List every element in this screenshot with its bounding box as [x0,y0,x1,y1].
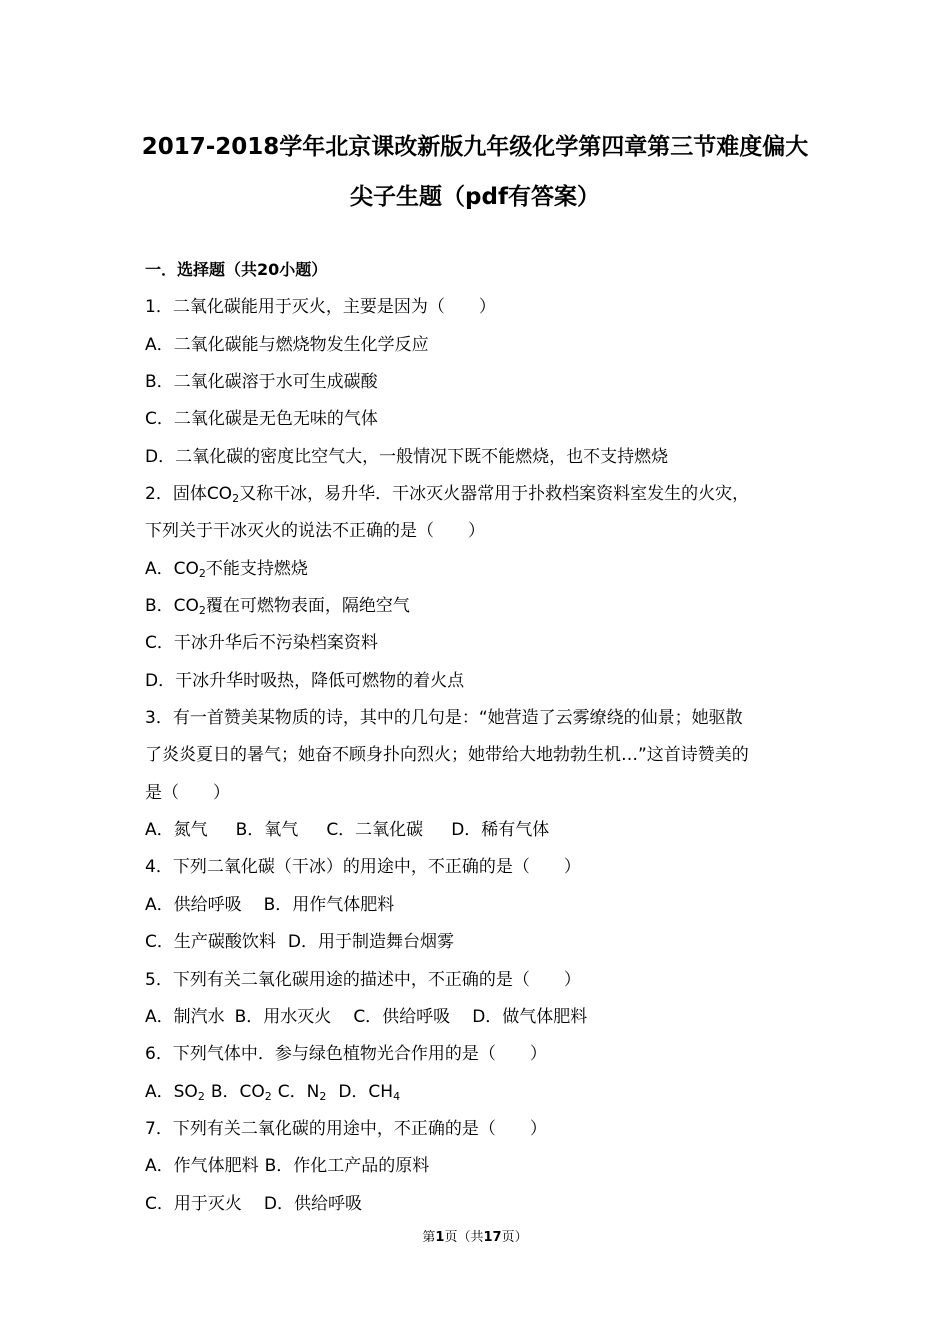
question-3-options [145,818,549,842]
question-3-option-b: B．氧气 [235,820,299,840]
question-2-stem-pre: 2．固体CO [145,484,233,504]
question-6-option-a [145,1080,205,1104]
option-text: D．CH [338,1082,394,1102]
option-b-pre: B．CO [145,596,199,616]
page-total: 17 [483,1230,502,1245]
question-2-option-c: C．干冰升华后不污染档案资料 [145,633,378,653]
question-2-option-a [145,557,308,581]
page-footer [0,1226,950,1245]
question-1-option-d: D．二氧化碳的密度比空气大，一般情况下既不能燃烧，也不支持燃烧 [145,447,669,467]
question-5-stem: 5．下列有关二氧化碳用途的描述中，不正确的是（ ） [145,970,581,990]
question-6-stem: 6．下列气体中．参与绿色植物光合作用的是（ ） [145,1044,547,1064]
option-a-pre: A．CO [145,559,199,579]
option-text: B．CO [210,1082,265,1102]
option-text: C．N [277,1082,320,1102]
question-1-stem: 1．二氧化碳能用于灭火，主要是因为（ ） [145,297,496,317]
question-6-option-b [211,1080,272,1104]
question-5-option-a: A．制汽水 [145,1007,225,1027]
question-4-stem: 4．下列二氧化碳（干冰）的用途中，不正确的是（ ） [145,857,581,877]
question-2-stem [145,482,749,506]
question-7-option-a: A．作气体肥料 [145,1156,259,1176]
question-3-option-c: C．二氧化碳 [326,820,424,840]
page-number: 1 [435,1230,445,1245]
document-title-line-2: 尖子生题（pdf有答案） [350,184,600,210]
question-6-option-d [338,1080,400,1104]
question-4-option-c: C．生产碳酸饮料 [145,932,276,952]
question-2-option-b [145,594,410,618]
subscript: 2 [319,1090,327,1103]
question-7-options-row-1 [145,1154,429,1178]
question-5-option-b: B．用水灭火 [234,1007,332,1027]
question-1-option-b: B．二氧化碳溶于水可生成碳酸 [145,372,378,392]
subscript: 2 [264,1090,272,1103]
question-7-option-c: C．用于灭火 [145,1194,242,1214]
question-1-option-a: A．二氧化碳能与燃烧物发生化学反应 [145,335,429,355]
question-6-option-c [278,1080,327,1104]
subscript: 2 [197,1090,205,1103]
question-4-option-d: D．用于制造舞台烟雾 [287,932,454,952]
option-b-post: 覆在可燃物表面，隔绝空气 [205,596,410,616]
question-4-option-a: A．供给呼吸 [145,895,242,915]
question-5-option-c: C．供给呼吸 [353,1007,451,1027]
question-4-option-b: B．用作气体肥料 [263,895,395,915]
question-7-option-b: B．作化工产品的原料 [264,1156,430,1176]
question-5-options [145,1005,587,1029]
question-2-stem-line-2: 下列关于干冰灭火的说法不正确的是（ ） [145,521,485,541]
question-3-stem-line-1: 3．有一首赞美某物质的诗，其中的几句是：“她营造了云雾缭绕的仙景；她驱散 [145,708,743,728]
question-3-option-d: D．稀有气体 [451,820,550,840]
footer-suffix: 页） [501,1230,528,1245]
subscript: 2 [232,492,240,505]
footer-middle: 页（共 [444,1230,484,1245]
subscript: 4 [393,1090,401,1103]
footer-prefix: 第 [422,1230,436,1245]
subscript: 2 [198,604,206,617]
option-a-post: 不能支持燃烧 [205,559,308,579]
subscript: 2 [198,567,206,580]
question-2-option-d: D．干冰升华时吸热，降低可燃物的着火点 [145,671,465,691]
question-2-stem-post: 又称干冰，易升华．干冰灭火器常用于扑救档案资料室发生的火灾， [239,484,750,504]
question-3-option-a: A．氮气 [145,820,208,840]
question-3-stem-line-3: 是（ ） [145,783,230,803]
option-text: A．SO [145,1082,198,1102]
question-4-options-row-1 [145,893,394,917]
question-3-stem-line-2: 了炎炎夏日的暑气；她奋不顾身扑向烈火；她带给大地勃勃生机…”这首诗赞美的 [145,745,749,765]
document-title-line-1: 2017-2018学年北京课改新版九年级化学第四章第三节难度偏大 [141,134,809,160]
question-1-option-c: C．二氧化碳是无色无味的气体 [145,409,378,429]
question-7-options-row-2 [145,1192,362,1216]
question-5-option-d: D．做气体肥料 [472,1007,588,1027]
question-6-options [145,1080,400,1104]
question-4-options-row-2 [145,930,454,954]
section-heading: 一．选择题（共20小题） [145,260,328,279]
question-7-stem: 7．下列有关二氧化碳的用途中，不正确的是（ ） [145,1119,547,1139]
question-7-option-d: D．供给呼吸 [263,1194,362,1214]
